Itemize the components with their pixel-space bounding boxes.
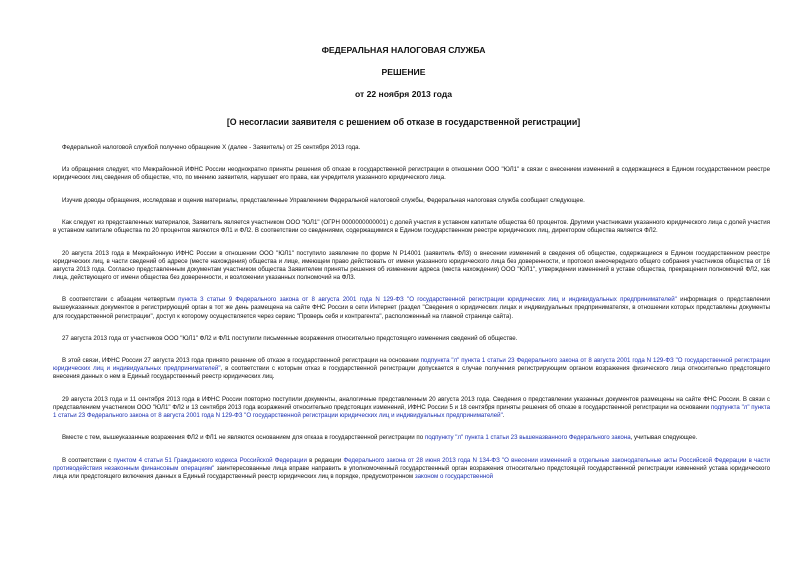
law-link[interactable]: Федерального закона от 28 июня 2013 года N 134-ФЗ "О внесении изменений в отдельные законодательные акты Российской Федерации в части противодействия незаконным финансовым операциям" (53, 456, 770, 472)
paragraph-text: . (502, 412, 505, 420)
paragraph-text: Вместе с тем, вышеуказанные возражения ФЛ2 и ФЛ1 не являются основанием для отказа в государственной регистрации по (62, 434, 425, 442)
law-link[interactable]: пунктом 4 статьи 51 Гражданского кодекса Российской Федерации (113, 456, 307, 464)
paragraph-text: В этой связи, ИФНС России 27 августа 2013 года принято решение об отказе в государственной регистрации на основании (62, 357, 421, 365)
paragraph-3: Изучив доводы обращения, исследовав и оценив материалы, представленные Управлением Федеральной налоговой службы, Федеральная налоговая служба сообщает следующее. (62, 196, 585, 204)
document-date: от 22 ноября 2013 года (354, 89, 453, 99)
paragraph-text: , учитывая следующее. (630, 434, 698, 442)
paragraph-11 (53, 457, 770, 481)
paragraph-8 (53, 357, 770, 381)
paragraph-text: в редакции (306, 456, 344, 464)
law-link[interactable]: пункта 3 статьи 9 Федерального закона от 8 августа 2001 года N 129-ФЗ "О государственной регистрации юридических лиц и индивидуальных предпринимателей" (178, 296, 677, 304)
paragraph-2: Из обращения следует, что Межрайонной ИФНС России неоднократно приняты решения об отказе в государственной регистрации в отношении ООО "ЮЛ1" в связи с внесением изменений в содержащиеся в Едином государственном реестре юридических лиц сведения об обществе, что, по мнению заявителя, нарушает его права, как учредителя указанного юридического лица. (53, 166, 770, 182)
paragraph-9 (53, 396, 770, 420)
agency-heading: ФЕДЕРАЛЬНАЯ НАЛОГОВАЯ СЛУЖБА (321, 45, 486, 55)
paragraph-5: 20 августа 2013 года в Межрайонную ИФНС России в отношении ООО "ЮЛ1" поступило заявление по форме N Р14001 (заявитель ФЛ3) о внесении изменений в сведения об обществе, содержащиеся в Едином государственном реестре юридических лиц, в части сведений об адресе (месте нахождения) общества и лице, имеющем право действовать от имени указанного юридического лица без доверенности, и протокол внеочередного общего собрания участников общества от 16 августа 2013 года. Согласно представленным документам участником общества Заявителем приняты решения об изменении адреса (места нахождения) ООО "ЮЛ1", утверждении изменений в уставе общества, прекращении полномочий ФЛ2, как лица, действующего от имени общества без доверенности, и возложении указанных полномочий на ФЛ3. (53, 249, 770, 281)
paragraph-4: Как следует из представленных материалов, Заявитель является участником ООО "ЮЛ1" (ОГРН 0000000000001) с долей участия в уставном капитале общества 60 процентов. Другими участниками указанного юридического лица с долей участия в уставном капитале общества по 20 процентов являются ФЛ1 и ФЛ2. В соответствии со сведениями, содержащимися в Едином государственном реестре юридических лиц, директором общества является ФЛ2. (53, 219, 770, 235)
law-link[interactable]: подпункта "л" пункта 1 статьи 23 Федерального закона от 8 августа 2001 года N 129-ФЗ "О государственной регистрации юридических лиц и индивидуальных предпринимателей" (53, 357, 770, 373)
paragraph-6 (53, 296, 770, 320)
law-link[interactable]: подпункту "л" пункта 1 статьи 23 вышеназванного Федерального закона (424, 434, 631, 442)
paragraph-1: Федеральной налоговой службой получено обращение Х (далее - Заявитель) от 25 сентября 2013 года. (62, 144, 361, 151)
paragraph-text: информация о представлении вышеуказанных документов в регистрирующий орган в тот же день размещена на сайте ФНС России в сети Интернет (раздел "Сведения о юридических лицах и индивидуальных предпринимателях, в отношении которых представлены документы для государственной регистрации", доступ к которому осуществляется через сервис "Проверь себя и контрагента", расположенный на главной странице сайта). (53, 296, 770, 320)
document-body (53, 144, 770, 495)
document-title: [О несогласии заявителя с решением об отказе в государственной регистрации] (226, 117, 581, 127)
paragraph-text: , в соответствии с которым отказ в государственной регистрации допускается в случае получения регистрирующим органом возражения физического лица относительно предстоящего внесения данных о нем в Единый государственный реестр юридических лиц. (53, 365, 770, 381)
paragraph-text: заинтересованные лица вправе направить в уполномоченный государственный орган возражения относительно предстоящей государственной регистрации изменений устава юридического лица или предстоящего включения данных в Единый государственный реестр юридических лиц в порядке, предусмотренном (53, 464, 770, 480)
document-type-heading: РЕШЕНИЕ (381, 67, 426, 77)
law-link[interactable]: законом о государственной (414, 472, 494, 480)
paragraph-text: В соответствии с (62, 456, 114, 464)
paragraph-10 (53, 434, 770, 442)
paragraph-7: 27 августа 2013 года от участников ООО "ЮЛ1" ФЛ2 и ФЛ1 поступили письменные возражения относительно предстоящего изменения сведений об обществе. (62, 334, 518, 342)
law-link[interactable]: подпункта "л" пункта 1 статьи 23 Федерального закона от 8 августа 2001 года N 129-ФЗ "О государственной регистрации юридических лиц и индивидуальных предпринимателей" (53, 403, 770, 420)
paragraph-text: В соответствии с абзацем четвертым (62, 296, 179, 304)
paragraph-text: 29 августа 2013 года и 11 сентября 2013 года в ИФНС России повторно поступили документы, аналогичные представленным 20 августа 2013 года. Сведения о представлении указанных документов размещены на сайте ФНС России. В связи с представлением участником ООО "ЮЛ1" ФЛ2 и 13 сентября 2013 года возражений относительно предстоящих изменений, ИФНС России 5 и 18 сентября приняты решения об отказе в государственной регистрации на основании (53, 395, 770, 411)
